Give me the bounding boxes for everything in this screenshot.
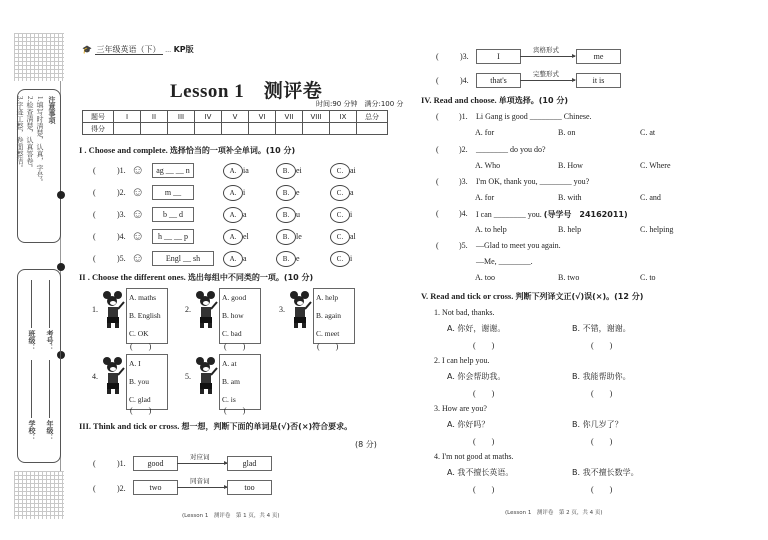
relation-label: 对应词	[190, 453, 210, 461]
option-b[interactable]: B. on	[558, 128, 576, 137]
section-5-heading	[421, 291, 643, 302]
score-cell[interactable]	[168, 123, 195, 135]
option-b-bubble[interactable]: B.	[276, 207, 296, 223]
question-text: 3. How are you?	[434, 404, 487, 413]
chef-icon: ☺	[131, 206, 145, 221]
option-a[interactable]: A. for	[475, 193, 495, 202]
word-box: b __ d	[152, 207, 194, 222]
option: A. I	[129, 359, 141, 368]
section-3-heading	[79, 421, 352, 432]
item-number: )2.	[459, 145, 468, 154]
answer-blank[interactable]: (	[93, 459, 96, 468]
answer-blank[interactable]: ( )	[224, 342, 246, 351]
question-text: 4. I'm not good at maths.	[434, 452, 514, 461]
option: C. bad	[222, 329, 242, 338]
page-footer-right: (Lesson 1 测评卷 第 2 页，共 4 页)	[505, 510, 603, 516]
option-c-bubble[interactable]: C.	[330, 185, 350, 201]
guide-number: (导学号 24162011)	[543, 210, 628, 219]
answer-blank-b[interactable]: ( )	[591, 485, 613, 494]
cell-header: 题号	[83, 111, 114, 123]
score-cell[interactable]	[114, 123, 141, 135]
option-b-bubble[interactable]: B.	[276, 251, 296, 267]
option-c-text: i	[350, 210, 353, 219]
option: C. is	[222, 395, 236, 404]
word-box-to: me	[576, 49, 621, 64]
answer-blank[interactable]: (	[93, 166, 96, 175]
edition: KP版	[173, 45, 194, 54]
section-3-title-cn: 想一想，判断下面的单词是(√)否(×)符合要求。	[181, 422, 353, 431]
exam-number-label: 考号：	[46, 330, 54, 351]
item-number: )1.	[117, 459, 126, 468]
cell-header: II	[141, 111, 168, 123]
question-text: ________ do you do?	[476, 145, 546, 154]
answer-blank[interactable]: (	[436, 145, 439, 154]
option-c[interactable]: C. helping	[640, 225, 674, 234]
chef-icon: ☺	[131, 162, 145, 177]
section-2-title: II . Choose the different ones.	[79, 272, 186, 282]
grid-pattern-bottom	[14, 471, 64, 519]
option: A. help	[316, 293, 339, 302]
option-a[interactable]: A. too	[475, 273, 495, 282]
answer-blank[interactable]: (	[436, 76, 439, 85]
item-number: )3.	[460, 52, 469, 61]
option-b-bubble[interactable]: B.	[276, 229, 296, 245]
grid-pattern-top	[14, 33, 64, 81]
question-text-2: —Me, ________.	[476, 257, 533, 266]
answer-blank[interactable]: (	[93, 254, 96, 263]
answer-blank[interactable]: (	[93, 188, 96, 197]
question-text: 2. I can help you.	[434, 356, 490, 365]
group-number: 1.	[92, 305, 98, 314]
option-a-bubble[interactable]: A.	[223, 185, 243, 201]
score-cell[interactable]	[303, 123, 330, 135]
section-4-heading	[421, 95, 568, 106]
relation-label: 同音词	[190, 477, 210, 485]
option-a-bubble[interactable]: A.	[223, 163, 243, 179]
translation-a: A. 我不擅长英语。	[447, 468, 514, 477]
arrow-icon	[520, 80, 575, 81]
section-5-title: V. Read and tick or cross.	[421, 291, 514, 301]
item-number: )4.	[459, 209, 468, 218]
item-number: )2.	[117, 484, 126, 493]
option: C. meet	[316, 329, 340, 338]
answer-blank-b[interactable]: ( )	[591, 341, 613, 350]
item-number: )5.	[117, 254, 126, 263]
question-line	[476, 209, 628, 220]
group-number: 4.	[92, 372, 98, 381]
option-b-text: e	[296, 188, 300, 197]
arrow-icon	[177, 463, 227, 464]
cell-header: 总分	[357, 111, 388, 123]
option-c-bubble[interactable]: C.	[330, 207, 350, 223]
option-group-5	[219, 354, 261, 410]
option-a-bubble[interactable]: A.	[223, 229, 243, 245]
score-cell[interactable]	[330, 123, 357, 135]
option: B. how	[222, 311, 244, 320]
option: C. OK	[129, 329, 149, 338]
score-cell[interactable]	[357, 123, 388, 135]
section-3-title: III. Think and tick or cross.	[79, 421, 180, 431]
mouse-icon	[101, 290, 125, 330]
answer-blank[interactable]: (	[436, 241, 439, 250]
option-c-text: al	[350, 232, 356, 241]
group-number: 2.	[185, 305, 191, 314]
answer-blank[interactable]: (	[93, 210, 96, 219]
question-text: Li Gang is good ________ Chinese.	[476, 112, 592, 121]
cell-header: V	[222, 111, 249, 123]
option-c-text: ai	[350, 166, 356, 175]
option-a-text: ia	[243, 166, 249, 175]
answer-blank-a[interactable]: ( )	[473, 485, 495, 494]
section-1-title-cn: 选择恰当的一项补全单词。(10 分)	[169, 146, 296, 155]
option-a-text: el	[243, 232, 249, 241]
item-number: )3.	[459, 177, 468, 186]
group-number: 3.	[279, 305, 285, 314]
book-brand: 🎓 三年级英语（下） … KP版	[82, 45, 194, 54]
translation-a: A. 你好，谢谢。	[447, 324, 506, 333]
score-header-row	[83, 111, 388, 123]
mouse-icon	[101, 356, 125, 396]
page-footer-left: (Lesson 1 测评卷 第 1 页，共 4 页)	[182, 513, 280, 519]
relation-label: 完整形式	[533, 70, 559, 78]
option-b-text: e	[296, 254, 300, 263]
exam-number-field-line[interactable]	[49, 280, 50, 328]
cell-header: III	[168, 111, 195, 123]
item-number: )1.	[459, 112, 468, 121]
answer-blank[interactable]: (	[436, 209, 439, 218]
answer-blank[interactable]: ( )	[130, 406, 152, 415]
exam-meta: 时间:90 分钟 满分:100 分	[316, 100, 404, 108]
answer-blank[interactable]: (	[93, 484, 96, 493]
option-b[interactable]: B. two	[558, 273, 580, 282]
grade-label: 年级：	[46, 420, 54, 441]
school-label: 学校：	[28, 420, 36, 441]
chef-icon: ☺	[131, 184, 145, 199]
answer-blank[interactable]: ( )	[130, 342, 152, 351]
option-b-text: ei	[296, 166, 302, 175]
word-box: m __	[152, 185, 194, 200]
answer-blank[interactable]: ( )	[224, 406, 246, 415]
translation-b: B. 我能帮助你。	[572, 372, 631, 381]
answer-blank-b[interactable]: ( )	[591, 437, 613, 446]
book-title: 三年级英语（下）	[96, 45, 161, 54]
item-number: )5.	[459, 241, 468, 250]
option-a-text: a	[243, 210, 247, 219]
cell-header: VI	[249, 111, 276, 123]
answer-blank[interactable]: (	[436, 112, 439, 121]
page-title: Lesson 1 测评卷	[170, 81, 323, 102]
option-b-bubble[interactable]: B.	[276, 163, 296, 179]
score-cell[interactable]	[195, 123, 222, 135]
group-number: 5.	[185, 372, 191, 381]
option-c-text: a	[350, 188, 354, 197]
option-b[interactable]: B. How	[558, 161, 583, 170]
section-4-title-cn: 单项选择。(10 分)	[498, 96, 569, 105]
option: B. again	[316, 311, 341, 320]
mouse-icon	[288, 290, 312, 330]
option: B. am	[222, 377, 240, 386]
chef-icon: ☺	[131, 250, 145, 265]
arrow-icon	[177, 487, 227, 488]
option: A. at	[222, 359, 237, 368]
cell-header: I	[114, 111, 141, 123]
answer-blank-a[interactable]: ( )	[473, 389, 495, 398]
section-4-title: IV. Read and choose.	[421, 95, 497, 105]
mouse-icon	[194, 356, 218, 396]
option-b-text: le	[296, 232, 302, 241]
option-c[interactable]: C. and	[640, 193, 661, 202]
binding-hole-1	[57, 191, 65, 199]
class-field-line[interactable]	[31, 280, 32, 328]
option-a[interactable]: A. Who	[475, 161, 501, 170]
cell-header: VII	[276, 111, 303, 123]
option-c-text: i	[350, 254, 353, 263]
option-group-2	[219, 288, 261, 344]
word-box-from: good	[133, 456, 178, 471]
relation-label: 宾格形式	[533, 46, 559, 54]
word-box-from: two	[133, 480, 178, 495]
section-5-title-cn: 判断下列译文正(√)误(×)。(12 分)	[515, 292, 644, 301]
answer-blank-a[interactable]: ( )	[473, 437, 495, 446]
option-b-bubble[interactable]: B.	[276, 185, 296, 201]
note-3: 3.字迹工整，卷面整洁。	[16, 96, 24, 172]
item-number: )3.	[117, 210, 126, 219]
question-text: —Glad to meet you again.	[476, 241, 561, 250]
score-cell[interactable]	[276, 123, 303, 135]
option-c[interactable]: C. Where	[640, 161, 671, 170]
option-c-bubble[interactable]: C.	[330, 163, 350, 179]
option-b-text: u	[296, 210, 300, 219]
option-b[interactable]: B. with	[558, 193, 582, 202]
arrow-icon	[520, 56, 575, 57]
section-3-points: (8 分)	[355, 440, 377, 449]
option: A. good	[222, 293, 247, 302]
word-box-to: glad	[227, 456, 272, 471]
option: A. maths	[129, 293, 157, 302]
binding-hole-2	[57, 263, 65, 271]
score-cell[interactable]	[222, 123, 249, 135]
note-2: 2.检查清楚，认真答卷。	[26, 96, 34, 172]
option-a-bubble[interactable]: A.	[223, 207, 243, 223]
score-row	[83, 123, 388, 135]
word-box: ag __ __ n	[152, 163, 194, 178]
word-box: Engl __ sh	[152, 251, 214, 266]
option: B. English	[129, 311, 161, 320]
word-box-from: that's	[476, 73, 521, 88]
option-a[interactable]: A. to help	[475, 225, 507, 234]
answer-blank[interactable]: (	[93, 232, 96, 241]
option-b[interactable]: B. help	[558, 225, 582, 234]
grade-field-line[interactable]	[49, 360, 50, 418]
translation-b: B. 你几岁了？	[572, 420, 623, 429]
word-box-from: I	[476, 49, 521, 64]
option-c[interactable]: C. to	[640, 273, 656, 282]
mouse-icon	[194, 290, 218, 330]
translation-a: A. 你好吗？	[447, 420, 490, 429]
chef-icon: ☺	[131, 228, 145, 243]
graduation-cap-icon: 🎓	[82, 45, 92, 54]
notes-box	[17, 89, 61, 243]
answer-blank[interactable]: (	[436, 52, 439, 61]
word-box-to: it is	[576, 73, 621, 88]
word-box: h __ __ p	[152, 229, 194, 244]
note-1: 1.填写时清楚，认真，字号。	[36, 96, 44, 186]
item-number: )4.	[460, 76, 469, 85]
option-a-bubble[interactable]: A.	[223, 251, 243, 267]
answer-blank-b[interactable]: ( )	[591, 389, 613, 398]
binding-strip	[14, 33, 64, 519]
item-number: )2.	[117, 188, 126, 197]
item-number: )1.	[117, 166, 126, 175]
student-info-box	[17, 269, 61, 463]
score-label: 得分	[83, 123, 114, 135]
section-1-title: I . Choose and complete.	[79, 145, 168, 155]
option-group-3	[313, 288, 355, 344]
question-text: I can ________ you.	[476, 210, 542, 219]
cell-header: IX	[330, 111, 357, 123]
school-field-line[interactable]	[31, 360, 32, 418]
option-a-text: a	[243, 254, 247, 263]
translation-a: A. 你会帮助我。	[447, 372, 506, 381]
answer-blank[interactable]: (	[436, 177, 439, 186]
word-box-to: too	[227, 480, 272, 495]
option-group-1	[126, 288, 168, 344]
section-2-heading	[79, 272, 313, 283]
option-c[interactable]: C. at	[640, 128, 656, 137]
class-label: 班级：	[28, 330, 36, 351]
score-table	[82, 110, 388, 135]
option-c-bubble[interactable]: C.	[330, 229, 350, 245]
section-1-heading	[79, 145, 295, 156]
question-text: I'm OK, thank you, ________ you?	[476, 177, 590, 186]
option-a-text: i	[243, 188, 246, 197]
notes-title: 注意事项	[48, 96, 56, 124]
cell-header: VIII	[303, 111, 330, 123]
answer-blank[interactable]: ( )	[317, 342, 339, 351]
section-2-title-cn: 选出每组中不同类的一项。(10 分)	[187, 273, 314, 282]
option: B. you	[129, 377, 150, 386]
option-a[interactable]: A. for	[475, 128, 495, 137]
score-cell[interactable]	[141, 123, 168, 135]
option-group-4	[126, 354, 168, 410]
option-c-bubble[interactable]: C.	[330, 251, 350, 267]
score-cell[interactable]	[249, 123, 276, 135]
translation-b: B. 不错，谢谢。	[572, 324, 631, 333]
question-text: 1. Not bad, thanks.	[434, 308, 495, 317]
option: C. glad	[129, 395, 151, 404]
answer-blank-a[interactable]: ( )	[473, 341, 495, 350]
item-number: )4.	[117, 232, 126, 241]
translation-b: B. 我不擅长数学。	[572, 468, 639, 477]
cell-header: IV	[195, 111, 222, 123]
